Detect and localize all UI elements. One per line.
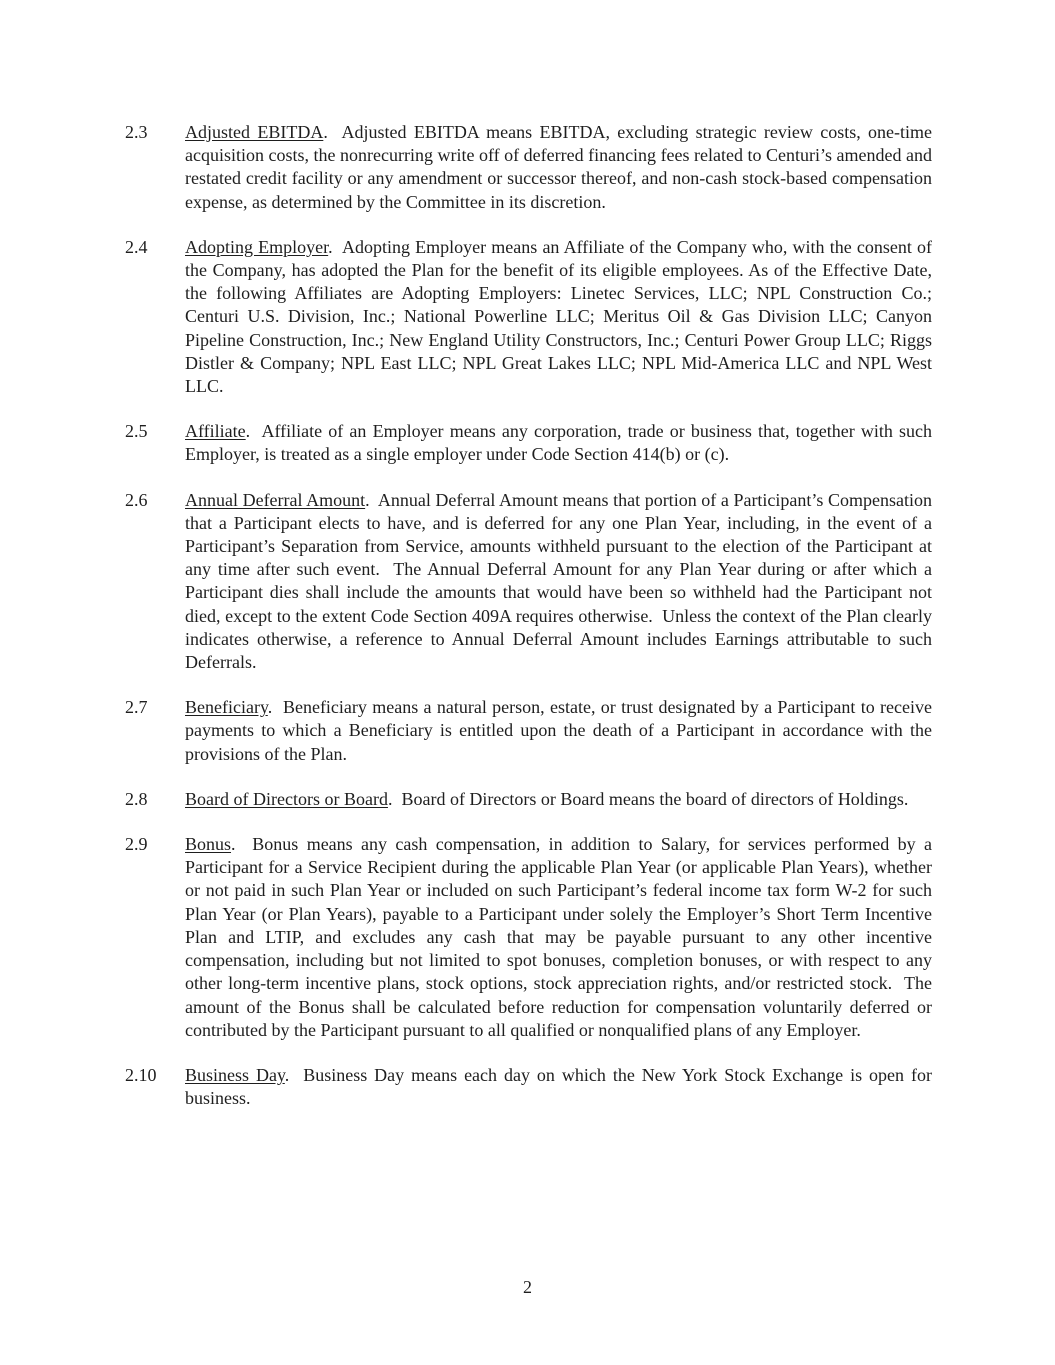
definition-text: . Adjusted EBITDA means EBITDA, excluding strategic review costs, one-time acquisition costs, the nonrecurring write off of deferred financing fees related to Centuri’s amended and restated credit facility or any amendment or successor thereof, and non-cash stock-based compensation expense, as determined by the Committee in its discretion. <box>185 122 937 212</box>
section-paragraph <box>185 236 937 398</box>
defined-term: Adopting Employer <box>185 236 329 257</box>
section-number: 2.3 <box>125 122 148 142</box>
defined-term: Bonus <box>185 834 232 855</box>
definition-text: . Board of Directors or Board means the board of directors of Holdings. <box>387 788 909 809</box>
defined-term: Beneficiary <box>185 697 268 718</box>
section-2-3 <box>125 121 937 214</box>
definitions-list <box>125 121 937 1132</box>
section-number: 2.7 <box>125 697 148 718</box>
section-2-8 <box>125 788 932 811</box>
section-paragraph <box>185 121 937 214</box>
section-paragraph <box>185 788 932 811</box>
section-number: 2.4 <box>125 236 148 257</box>
section-paragraph <box>185 489 937 675</box>
section-number: 2.6 <box>125 489 148 510</box>
section-number: 2.8 <box>125 788 148 809</box>
section-2-6 <box>125 489 937 675</box>
section-paragraph <box>185 1064 937 1110</box>
section-paragraph <box>185 833 937 1042</box>
section-2-4 <box>125 236 937 398</box>
defined-term: Business Day <box>185 1064 285 1085</box>
definition-text: . Affiliate of an Employer means any corporation, trade or business that, together with such Employer, is treated as a single employer under Code Section 414(b) or (c). <box>185 421 937 465</box>
section-paragraph <box>185 420 937 466</box>
defined-term: Adjusted EBITDA <box>185 122 324 142</box>
section-paragraph <box>185 696 937 766</box>
section-2-9 <box>125 833 937 1042</box>
section-number: 2.9 <box>125 834 148 855</box>
definition-text: . Bonus means any cash compensation, in addition to Salary, for services performed by a Participant for a Service Recipient during the applicable Plan Year (or applicable Plan Years), whether or not paid in such Plan Year or included on such Participant’s federal income tax form W-2 for such Plan Year (or Plan Years), payable to a Participant under solely the Employer’s Short Term Incentive Plan and LTIP, and excludes any cash that may be payable pursuant to any other incentive compensation, including but not limited to spot bonuses, completion bonuses, or with respect to any other long-term incentive plans, stock options, stock appreciation rights, and/or restricted stock. The amount of the Bonus shall be calculated before reduction for compensation voluntarily deferred or contributed by the Participant pursuant to all qualified or nonqualified plans of any Employer. <box>185 834 937 1040</box>
definition-text: . Business Day means each day on which the New York Stock Exchange is open for business. <box>185 1064 937 1109</box>
section-2-5 <box>125 420 937 466</box>
defined-term: Annual Deferral Amount <box>185 489 366 510</box>
definition-text: . Annual Deferral Amount means that portion of a Participant’s Compensation that a Participant elects to have, and is deferred for any one Plan Year, including, in the event of a Participant’s Separation from Service, amounts withheld pursuant to the election of the Participant at any time after such event. The Annual Deferral Amount for any Plan Year during or after which a Participant dies shall include the amounts that would have been so withheld had the Participant not died, except to the extent Code Section 409A requires otherwise. Unless the context of the Plan clearly indicates otherwise, a reference to Annual Deferral Amount includes Earnings attributable to such Deferrals. <box>185 489 937 673</box>
defined-term: Affiliate <box>185 421 246 442</box>
definition-text: . Beneficiary means a natural person, estate, or trust designated by a Participant to receive payments to which a Beneficiary is entitled upon the death of a Participant in accordance with the provisions of the Plan. <box>185 697 937 764</box>
section-number: 2.10 <box>125 1064 157 1085</box>
section-number: 2.5 <box>125 421 148 442</box>
section-2-10 <box>125 1064 937 1110</box>
section-2-7 <box>125 696 937 766</box>
definition-text: . Adopting Employer means an Affiliate of the Company who, with the consent of the Company, has adopted the Plan for the benefit of its eligible employees. As of the Effective Date, the following Affiliates are Adopting Employers: Linetec Services, LLC; NPL Construction Co.; Centuri U.S. Division, Inc.; National Powerline LLC; Meritus Oil & Gas Division LLC; Canyon Pipeline Construction, Inc.; New England Utility Constructors, Inc.; Centuri Power Group LLC; Riggs Distler & Company; NPL East LLC; NPL Great Lakes LLC; NPL Mid-America LLC and NPL West LLC. <box>185 236 937 397</box>
defined-term: Board of Directors or Board <box>185 788 388 809</box>
page-number: 2 <box>523 1277 532 1297</box>
